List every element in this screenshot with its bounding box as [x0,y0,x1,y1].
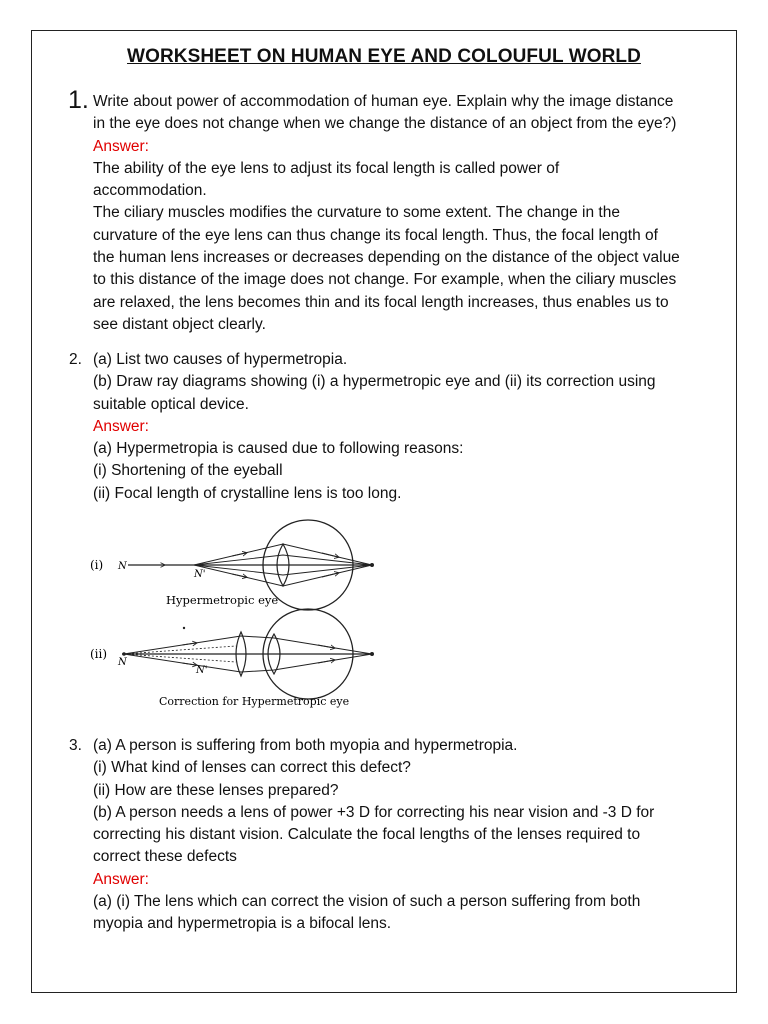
question-3-number: 3. [69,737,82,754]
question-3-line: correct these defects [93,848,237,866]
question-3-line: correcting his distant vision. Calculate the focal lengths of the lenses required to [93,826,641,844]
question-2 [93,349,656,505]
diagram-hypermetropic-eye [90,520,374,610]
question-3-line: (ii) How are these lenses prepared? [93,781,339,799]
question-1-number: 1. [68,86,89,114]
answer-1-line: The ability of the eye lens to adjust its focal length is called power of [93,159,560,177]
ray [194,565,372,575]
answer-1-line: the human lens increases or decreases depending on the distance of the object value [93,249,680,267]
arrow-icon [322,573,338,577]
answer-1-line: to this distance of the image does not change. For example, when the ciliary muscles [93,271,677,289]
virtual-ray [124,646,236,654]
hypermetropia-ray-diagram [86,508,396,713]
answer-1-line: accommodation. [93,182,207,200]
question-2-line: suitable optical device. [93,395,249,413]
answer-3-line: myopia and hypermetropia is a bifocal lens. [93,915,392,933]
virtual-ray [124,654,236,662]
arrow-icon [182,663,196,665]
question-3 [93,735,654,936]
answer-2-line: (i) Shortening of the eyeball [93,462,283,480]
question-2-number: 2. [69,351,82,368]
question-1-line: Write about power of accommodation of human eye. Explain why the image distance [93,93,674,110]
answer-2-label: Answer: [93,417,149,435]
label-ii: (ii) [90,647,108,661]
caption-hypermetropic-eye: Hypermetropic eye [166,593,279,607]
question-1-line: in the eye does not change when we change the distance of an object from the eye?) [93,115,677,133]
answer-1-line: curvature of the eye lens can thus change its focal length. Thus, the focal length of [93,226,658,244]
worksheet-title: WORKSHEET ON HUMAN EYE AND COLOUFUL WORLD [127,46,641,67]
arrow-icon [182,643,196,645]
question-3-line: (b) A person needs a lens of power +3 D for correcting his near vision and -3 D for [93,803,655,821]
answer-1-line: are relaxed, the lens becomes thin and its focal length increases, thus enables us to [93,293,669,311]
diagram-correction [90,609,374,708]
answer-2-line: (ii) Focal length of crystalline lens is too long. [93,484,402,502]
label-i: (i) [90,558,104,572]
question-2-line: (a) List two causes of hypermetropia. [93,351,348,368]
question-3-line: (a) A person is suffering from both myopia and hypermetropia. [93,737,518,754]
arrow-icon [318,645,334,648]
arrow-icon [322,553,338,557]
question-1 [93,91,680,336]
caption-correction: Correction for Hypermetropic eye [159,695,350,708]
point-n-prime: N' [196,665,208,676]
answer-2-line: (a) Hypermetropia is caused due to following reasons: [93,440,464,458]
question-3-line: (i) What kind of lenses can correct this defect? [93,759,411,777]
point-n: N [118,657,127,668]
arrow-icon [232,574,246,577]
point-n-prime: N' [194,569,206,580]
answer-3-line: (a) (i) The lens which can correct the vision of such a person suffering from both [93,893,641,911]
answer-1-line: The ciliary muscles modifies the curvature to some extent. The change in the [93,204,620,222]
ray [194,555,372,565]
arrow-icon [232,553,246,556]
arrow-icon [318,660,334,663]
answer-1-line: see distant object clearly. [93,315,266,333]
dot [183,627,185,629]
answer-1-label: Answer: [93,137,149,155]
answer-3-label: Answer: [93,870,149,888]
question-2-line: (b) Draw ray diagrams showing (i) a hypermetropic eye and (ii) its correction using [93,373,656,391]
point-n: N [118,561,127,572]
